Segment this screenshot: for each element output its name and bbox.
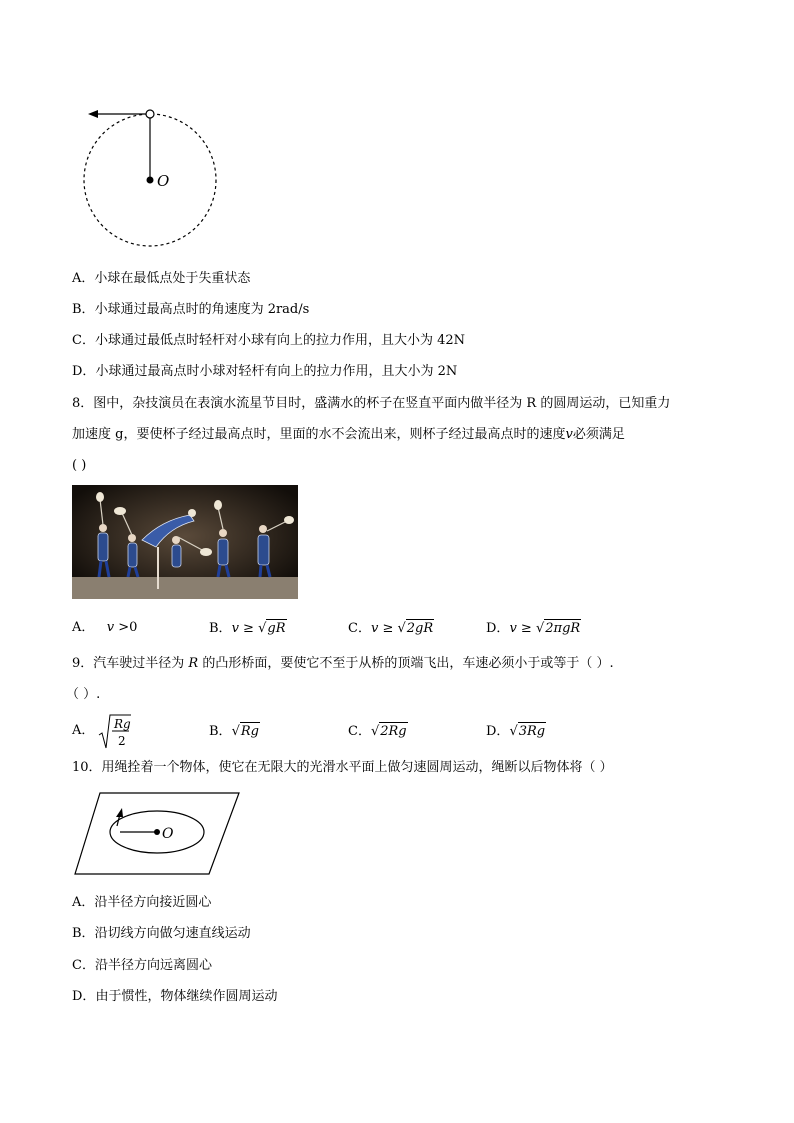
sqrt-symbol: √gR <box>258 621 286 636</box>
sqrt-symbol: √3Rg <box>509 724 546 739</box>
arrow-head <box>88 110 98 118</box>
q10-option-b: B．沿切线方向做匀速直线运动 <box>72 926 251 941</box>
arrow-head <box>116 808 123 817</box>
q10-option-c: C．沿半径方向远离圆心 <box>72 958 212 973</box>
q8-option-a: A． v >0 <box>72 620 138 635</box>
center-label: O <box>162 826 174 842</box>
q7-option-b: B．小球通过最高点时的角速度为 2rad/s <box>72 302 310 317</box>
center-dot <box>154 829 160 835</box>
center-dot <box>147 177 154 184</box>
q8-option-b: B．v ≥ √gR <box>209 621 286 636</box>
q7-option-d: D．小球通过最高点时小球对轻杆有向上的拉力作用，且大小为 2N <box>72 364 458 379</box>
acrobat-performance-photo <box>72 485 298 599</box>
q9-option-c: C．√2Rg <box>348 724 407 739</box>
q7-option-a: A．小球在最低点处于失重状态 <box>72 271 251 286</box>
q7-circle-figure <box>70 100 230 255</box>
sqrt-symbol: √Rg <box>231 724 259 739</box>
q8-option-d: D．v ≥ √2πgR <box>486 621 581 636</box>
sqrt-symbol: √2gR <box>397 621 434 636</box>
sqrt-symbol: √2Rg <box>370 724 407 739</box>
q9-stem: 9．汽车驶过半径为 R 的凸形桥面，要使它不至于从桥的顶端飞出，车速必须小于或等于（ ）. <box>72 656 614 671</box>
q9-option-d: D．√3Rg <box>486 724 546 739</box>
q10-plane-figure <box>70 788 245 880</box>
q10-option-a: A．沿半径方向接近圆心 <box>72 895 212 910</box>
q10-stem: 10．用绳拴着一个物体，使它在无限大的光滑水平面上做匀速圆周运动，绳断以后物体将（ ） <box>72 760 613 775</box>
q8-stem-line1: 8．图中，杂技演员在表演水流星节目时，盛满水的杯子在竖直平面内做半径为 R 的圆周运动，已知重力 <box>72 396 671 411</box>
q8-stem-line3: ( ) <box>72 458 87 473</box>
q9-option-b: B．√Rg <box>209 724 259 739</box>
q8-stem-line2: 加速度 g，要使杯子经过最高点时，里面的水不会流出来，则杯子经过最高点时的速度v必须满足 <box>72 427 625 442</box>
q9-stem-line2: （ ）. <box>66 687 101 702</box>
sqrt-symbol: √2πgR <box>535 621 581 636</box>
q10-option-d: D．由于惯性，物体继续作圆周运动 <box>72 989 278 1004</box>
q8-option-c: C．v ≥ √2gR <box>348 621 434 636</box>
q7-option-c: C．小球通过最低点时轻杆对小球有向上的拉力作用，且大小为 42N <box>72 333 466 348</box>
ball <box>146 110 154 118</box>
center-label: O <box>157 172 170 190</box>
